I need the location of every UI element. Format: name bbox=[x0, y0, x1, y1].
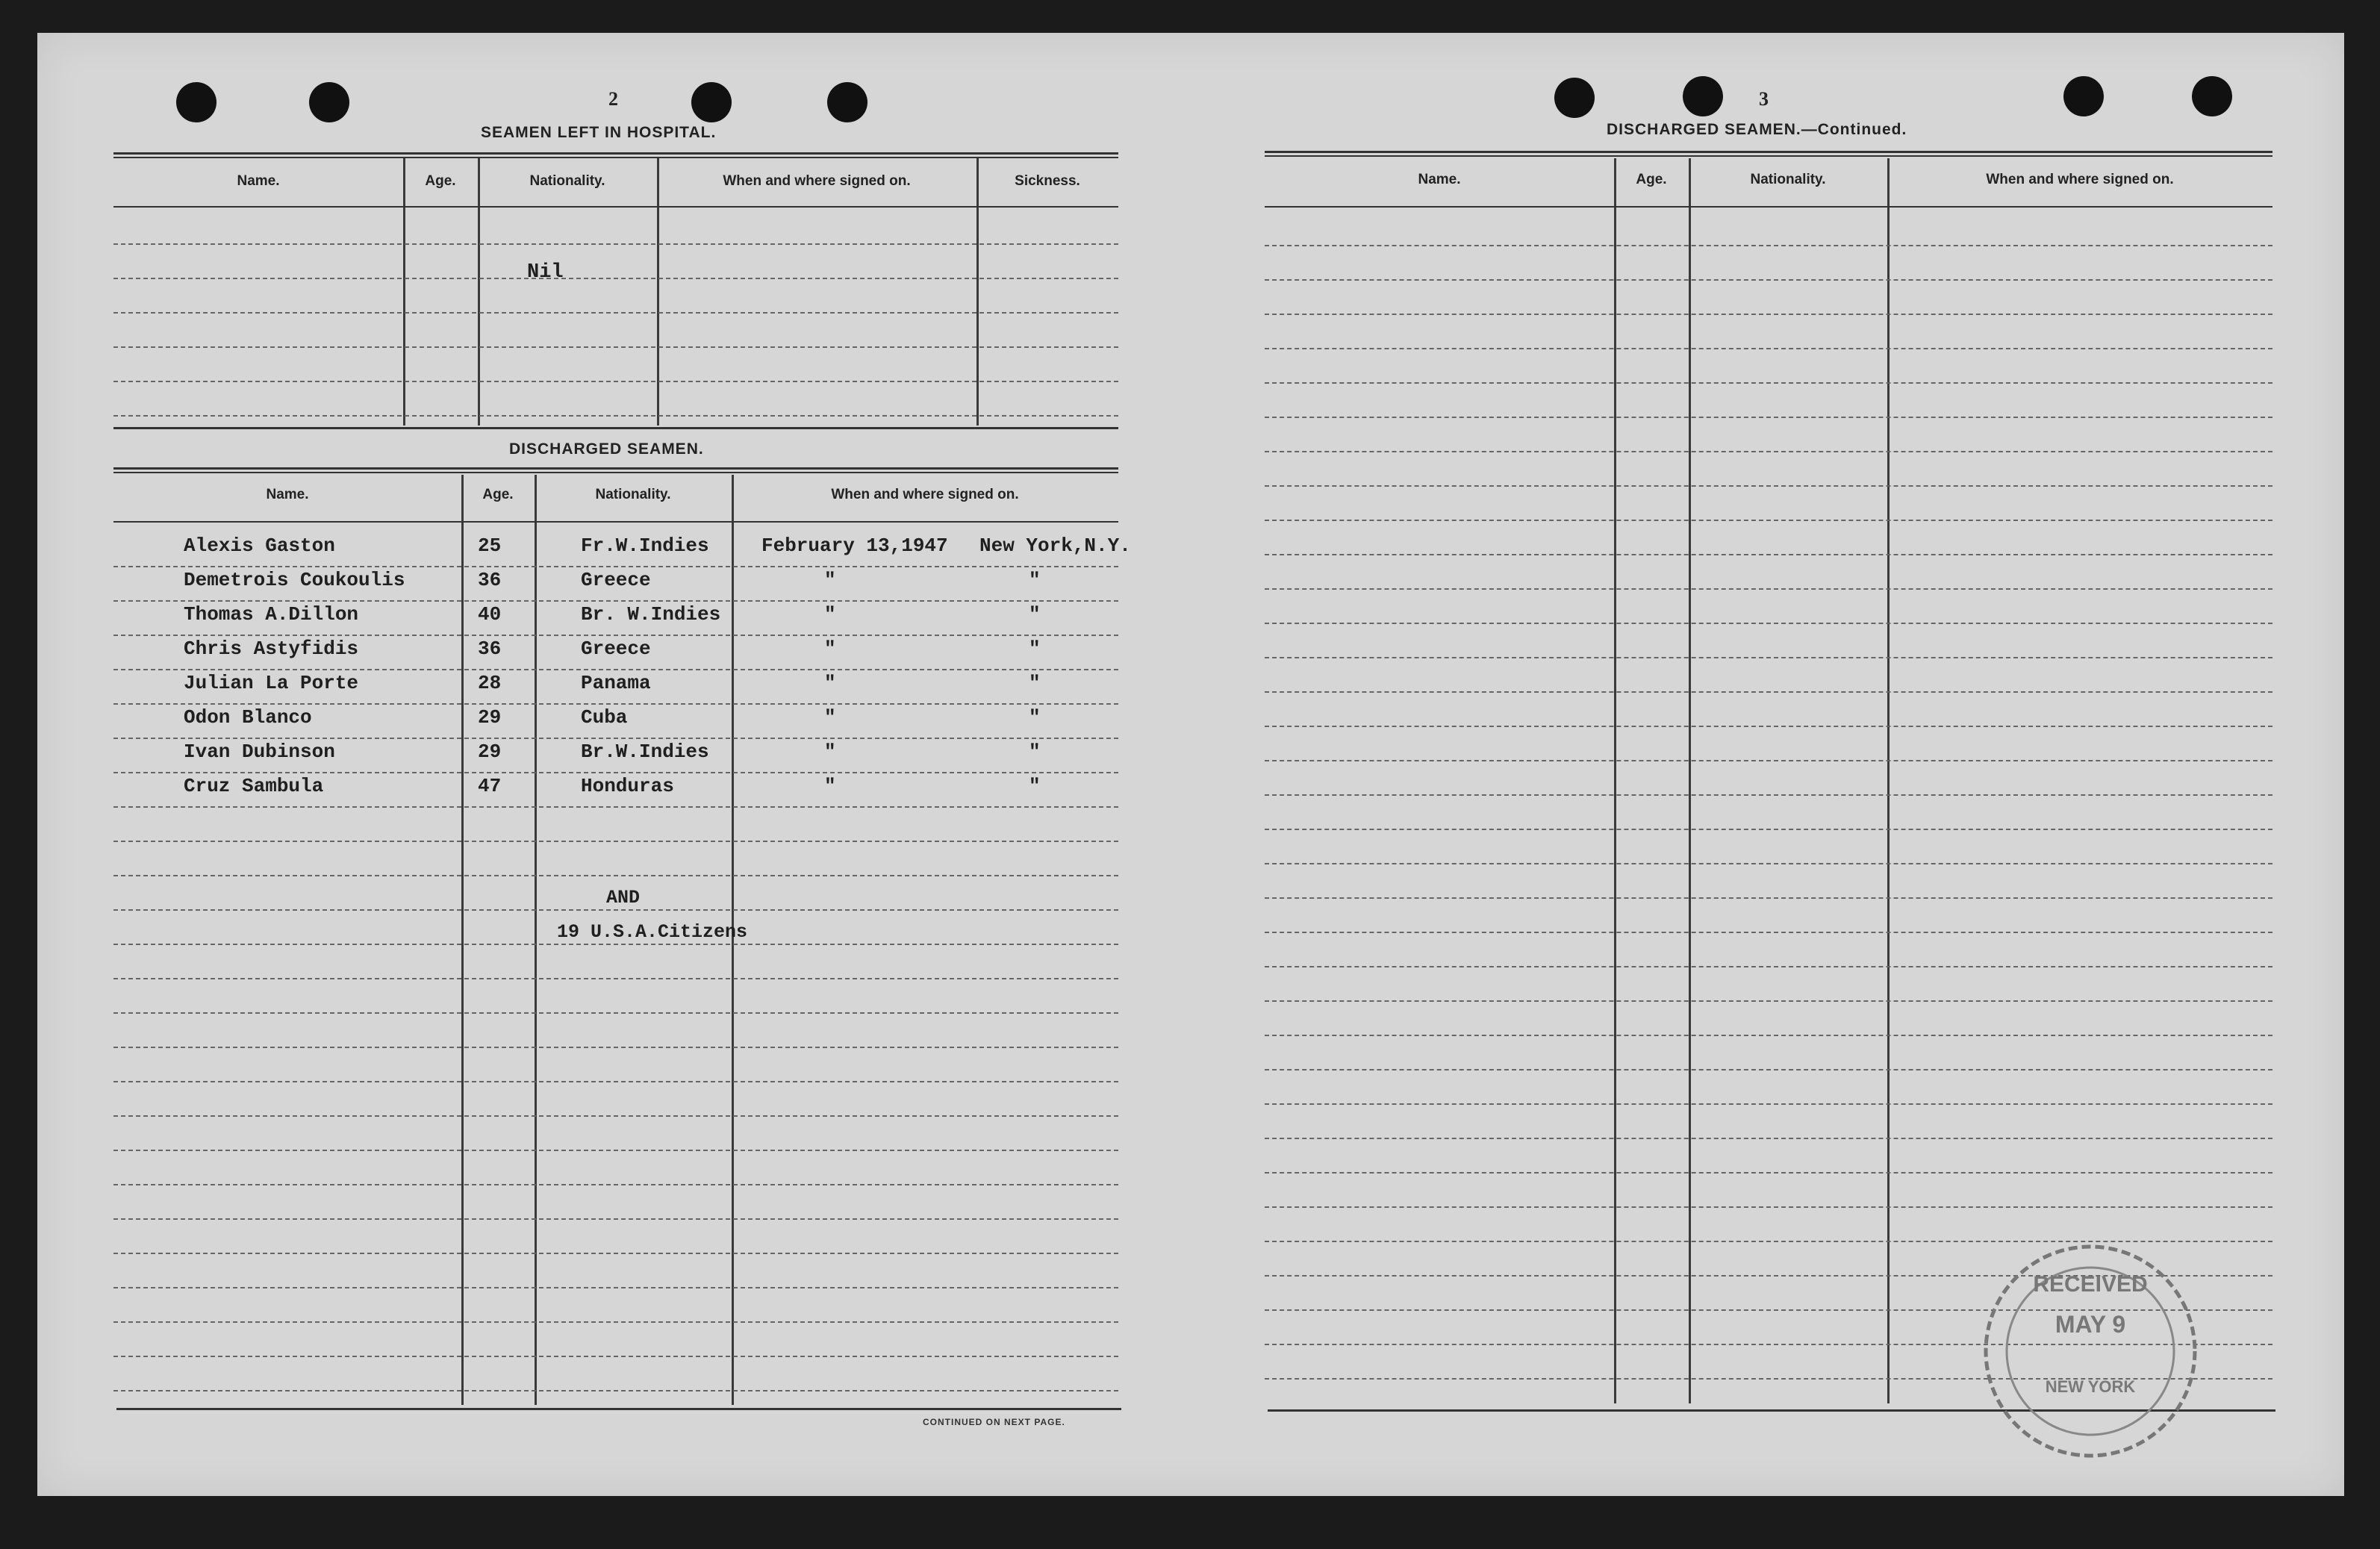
ruled-line bbox=[1265, 863, 2272, 864]
seaman-name: Chris Astyfidis bbox=[184, 638, 359, 660]
ruled-line bbox=[113, 669, 1118, 670]
ruled-line bbox=[113, 875, 1118, 876]
seaman-age: 47 bbox=[478, 775, 502, 797]
ruled-line bbox=[1265, 348, 2272, 349]
hospital-header-age: Age. bbox=[425, 173, 456, 189]
seaman-signed-place: " bbox=[1029, 569, 1041, 591]
citizens-note: 19 U.S.A.Citizens bbox=[557, 921, 748, 943]
right-header-name: Name. bbox=[1418, 172, 1461, 187]
right-header-age: Age. bbox=[1636, 172, 1667, 187]
seaman-signed-place: " bbox=[1029, 775, 1041, 797]
ruled-line bbox=[1265, 1206, 2272, 1208]
ruled-line bbox=[1265, 1035, 2272, 1036]
ruled-line bbox=[113, 243, 1118, 245]
right-header-signed-on: When and where signed on. bbox=[1986, 172, 2174, 187]
ruled-line bbox=[113, 1287, 1118, 1288]
ruled-line bbox=[1265, 794, 2272, 796]
seaman-signed-date: February 13,1947 bbox=[761, 534, 948, 557]
seaman-age: 36 bbox=[478, 569, 502, 591]
seaman-age: 29 bbox=[478, 706, 502, 729]
ruled-line bbox=[113, 278, 1118, 279]
hospital-header-name: Name. bbox=[237, 173, 280, 189]
hospital-header-nationality: Nationality. bbox=[529, 173, 605, 189]
ruled-line bbox=[113, 1115, 1118, 1117]
hospital-header-signed-on: When and where signed on. bbox=[723, 173, 911, 189]
seaman-signed-date: " bbox=[824, 741, 836, 763]
and-label: AND bbox=[606, 887, 641, 908]
punch-hole bbox=[1554, 78, 1595, 118]
ruled-line bbox=[113, 1390, 1118, 1391]
ruled-line bbox=[113, 909, 1118, 911]
seaman-name: Julian La Porte bbox=[184, 672, 359, 694]
seaman-signed-place: New York,N.Y. bbox=[979, 534, 1131, 557]
seaman-age: 36 bbox=[478, 638, 502, 660]
seaman-signed-place: " bbox=[1029, 672, 1041, 694]
discharged-header-name: Name. bbox=[266, 487, 309, 502]
discharged-header-age: Age. bbox=[482, 487, 514, 502]
ruled-line bbox=[1265, 1172, 2272, 1174]
ruled-line bbox=[1265, 691, 2272, 693]
seaman-age: 28 bbox=[478, 672, 502, 694]
seaman-signed-date: " bbox=[824, 775, 836, 797]
punch-hole bbox=[827, 82, 867, 122]
seaman-nationality: Fr.W.Indies bbox=[581, 534, 709, 557]
seaman-signed-place: " bbox=[1029, 741, 1041, 763]
ruled-line bbox=[113, 312, 1118, 314]
punch-hole bbox=[176, 82, 216, 122]
stamp-line1: RECEIVED bbox=[2033, 1272, 2148, 1297]
ruled-line bbox=[113, 703, 1118, 705]
ruled-line bbox=[113, 1218, 1118, 1220]
ruled-line bbox=[113, 415, 1118, 417]
ruled-line bbox=[113, 1081, 1118, 1082]
ruled-line bbox=[113, 806, 1118, 808]
discharged-section-title: DISCHARGED SEAMEN. bbox=[509, 440, 704, 458]
seaman-signed-date: " bbox=[824, 603, 836, 626]
ruled-line bbox=[113, 381, 1118, 382]
page-number-right: 3 bbox=[1759, 88, 1769, 110]
punch-hole bbox=[2063, 76, 2104, 116]
ruled-line bbox=[1265, 932, 2272, 933]
seaman-nationality: Cuba bbox=[581, 706, 628, 729]
continued-note: CONTINUED ON NEXT PAGE. bbox=[923, 1417, 1065, 1427]
right-section-title: DISCHARGED SEAMEN.—Continued. bbox=[1607, 121, 1907, 138]
hospital-section-title: SEAMEN LEFT IN HOSPITAL. bbox=[481, 124, 717, 141]
ruled-line bbox=[1265, 520, 2272, 521]
ruled-line bbox=[1265, 588, 2272, 590]
punch-hole bbox=[1683, 76, 1723, 116]
ruled-line bbox=[1265, 657, 2272, 658]
ruled-line bbox=[1265, 382, 2272, 384]
ruled-line bbox=[113, 1321, 1118, 1323]
ruled-line bbox=[113, 600, 1118, 602]
ruled-line bbox=[1265, 897, 2272, 899]
ruled-line bbox=[1265, 1138, 2272, 1139]
seaman-nationality: Br. W.Indies bbox=[581, 603, 721, 626]
seaman-name: Demetrois Coukoulis bbox=[184, 569, 405, 591]
punch-hole bbox=[691, 82, 732, 122]
seaman-nationality: Br.W.Indies bbox=[581, 741, 709, 763]
ruled-line bbox=[1265, 314, 2272, 315]
seaman-name: Ivan Dubinson bbox=[184, 741, 335, 763]
ruled-line bbox=[1265, 623, 2272, 624]
ruled-line bbox=[1265, 1069, 2272, 1070]
ruled-line bbox=[113, 738, 1118, 739]
ruled-line bbox=[113, 346, 1118, 348]
ruled-line bbox=[113, 1150, 1118, 1151]
seaman-name: Alexis Gaston bbox=[184, 534, 335, 557]
ruled-line bbox=[1265, 451, 2272, 452]
discharged-header-signed-on: When and where signed on. bbox=[831, 487, 1019, 502]
ruled-line bbox=[1265, 760, 2272, 761]
seaman-signed-place: " bbox=[1029, 706, 1041, 729]
seaman-signed-place: " bbox=[1029, 603, 1041, 626]
ruled-line bbox=[113, 978, 1118, 979]
punch-hole bbox=[2192, 76, 2232, 116]
seaman-nationality: Greece bbox=[581, 638, 651, 660]
ruled-line bbox=[113, 1253, 1118, 1254]
ruled-line bbox=[113, 1184, 1118, 1185]
ruled-line bbox=[1265, 1103, 2272, 1105]
seaman-signed-place: " bbox=[1029, 638, 1041, 660]
ruled-line bbox=[113, 635, 1118, 636]
seaman-age: 40 bbox=[478, 603, 502, 626]
stamp-line2: MAY 9 bbox=[2055, 1311, 2126, 1338]
ruled-line bbox=[1265, 1000, 2272, 1002]
ruled-line bbox=[1265, 829, 2272, 830]
ruled-line bbox=[1265, 279, 2272, 281]
seaman-signed-date: " bbox=[824, 672, 836, 694]
seaman-signed-date: " bbox=[824, 638, 836, 660]
seaman-age: 25 bbox=[478, 534, 502, 557]
ruled-line bbox=[1265, 417, 2272, 418]
ruled-line bbox=[113, 944, 1118, 945]
ruled-line bbox=[1265, 554, 2272, 555]
ruled-line bbox=[113, 1012, 1118, 1014]
ruled-line bbox=[1265, 966, 2272, 967]
ruled-line bbox=[113, 1047, 1118, 1048]
seaman-age: 29 bbox=[478, 741, 502, 763]
seaman-nationality: Honduras bbox=[581, 775, 674, 797]
ruled-line bbox=[1265, 726, 2272, 727]
right-header-nationality: Nationality. bbox=[1750, 172, 1826, 187]
seaman-name: Thomas A.Dillon bbox=[184, 603, 359, 626]
discharged-header-nationality: Nationality. bbox=[595, 487, 671, 502]
page-number-left: 2 bbox=[608, 88, 618, 110]
seaman-signed-date: " bbox=[824, 706, 836, 729]
ruled-line bbox=[113, 841, 1118, 842]
received-stamp bbox=[1978, 1239, 2202, 1463]
hospital-nil-entry: Nil bbox=[527, 261, 564, 284]
seaman-nationality: Greece bbox=[581, 569, 651, 591]
ruled-line bbox=[113, 566, 1118, 567]
ruled-line bbox=[113, 772, 1118, 773]
stamp-line3: NEW YORK bbox=[2045, 1377, 2136, 1396]
seaman-nationality: Panama bbox=[581, 672, 651, 694]
seaman-signed-date: " bbox=[824, 569, 836, 591]
ruled-line bbox=[113, 1356, 1118, 1357]
ruled-line bbox=[1265, 245, 2272, 246]
hospital-header-sickness: Sickness. bbox=[1015, 173, 1080, 189]
seaman-name: Odon Blanco bbox=[184, 706, 312, 729]
punch-hole bbox=[309, 82, 349, 122]
seaman-name: Cruz Sambula bbox=[184, 775, 324, 797]
ruled-line bbox=[1265, 485, 2272, 487]
